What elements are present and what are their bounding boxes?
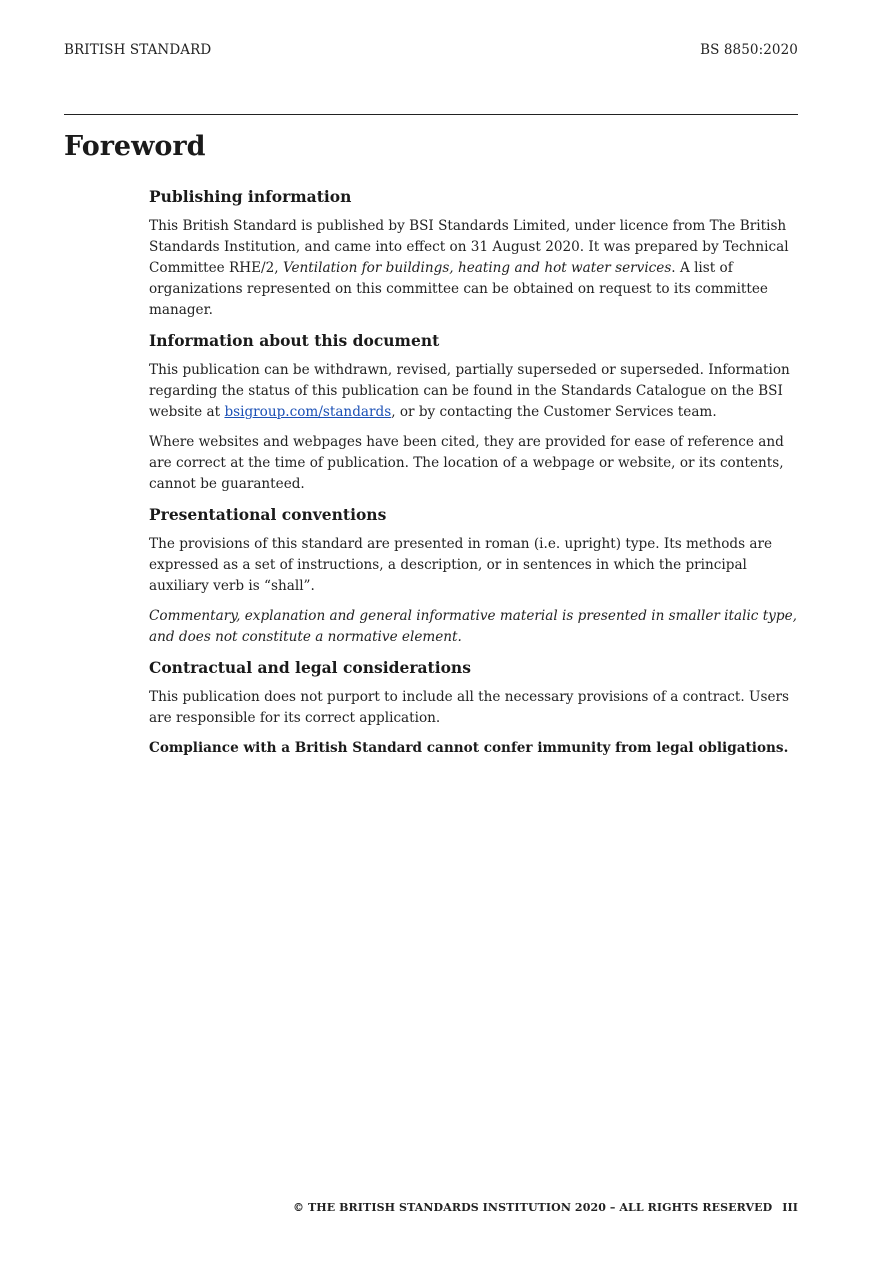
section-heading: Presentational conventions: [149, 505, 387, 524]
section-heading: Information about this document: [149, 331, 440, 350]
section-information-about-document: [149, 330, 797, 495]
foreword-body: [149, 186, 797, 768]
paragraph-text: . A list of organizations represented on this committee can be obtained on request to its committee manager.: [149, 260, 768, 318]
committee-title: Ventilation for buildings, heating and hot water services: [282, 260, 672, 276]
running-header-left: BRITISH STANDARD: [64, 42, 212, 58]
paragraph: [149, 216, 797, 321]
section-presentational-conventions: [149, 504, 797, 648]
paragraph: [149, 360, 797, 423]
paragraph: Where websites and webpages have been cited, they are provided for ease of reference and are correct at the time of publication. The location of a webpage or website, or its contents, cannot be guaranteed.: [149, 434, 784, 492]
title-rule: [64, 114, 798, 115]
section-contractual-legal: [149, 657, 797, 759]
paragraph: The provisions of this standard are presented in roman (i.e. upright) type. Its methods are expressed as a set of instructions, a description, or in sentences in which the principal auxiliary verb is “shall”.: [149, 536, 773, 594]
section-heading: Contractual and legal considerations: [149, 658, 471, 677]
paragraph-text: , or by contacting the Customer Services team.: [391, 404, 717, 420]
copyright-notice: © THE BRITISH STANDARDS INSTITUTION 2020 – ALL RIGHTS RESERVED: [292, 1201, 773, 1214]
compliance-statement: Compliance with a British Standard cannot confer immunity from legal obligations.: [149, 740, 789, 756]
page-title: Foreword: [64, 131, 206, 162]
running-header-right: BS 8850:2020: [700, 42, 798, 58]
paragraph-text: This British Standard is published by BSI Standards Limited, under licence from The British Standards Institution, and came into effect on 31 August 2020. It was prepared by Technical Committee RHE/2,: [149, 218, 789, 276]
section-heading: Publishing information: [149, 187, 352, 206]
page-number: III: [782, 1201, 798, 1214]
paragraph: This publication does not purport to include all the necessary provisions of a contract. Users are responsible for its correct application.: [149, 689, 789, 726]
bsi-standards-link[interactable]: bsigroup.com/standards: [224, 404, 392, 420]
paragraph-text: This publication can be withdrawn, revised, partially superseded or superseded. Information regarding the status of this publication can be found in the Standards Catalogue on the BSI website at: [149, 362, 790, 420]
section-publishing-information: [149, 186, 797, 321]
page-footer: [293, 1201, 798, 1214]
commentary-paragraph: Commentary, explanation and general informative material is presented in smaller italic type, and does not constitute a normative element.: [149, 608, 797, 645]
